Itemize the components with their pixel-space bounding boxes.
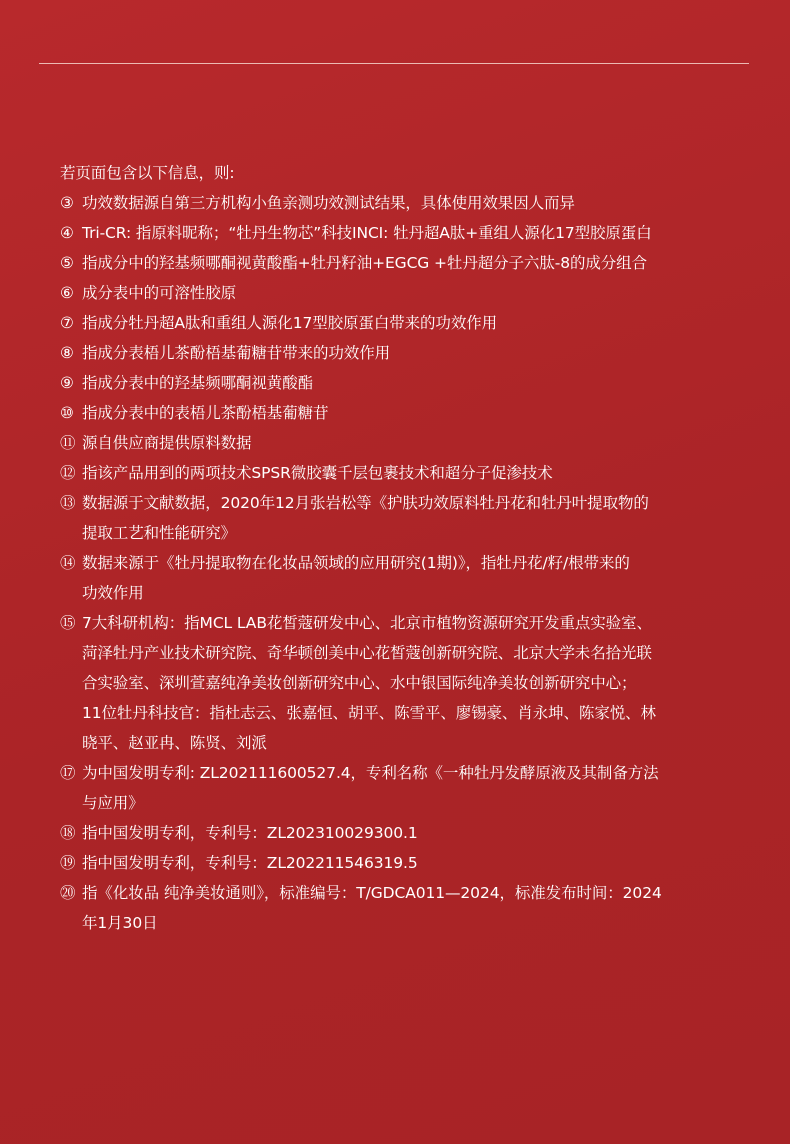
footnote-text	[82, 368, 732, 398]
footnote-text	[82, 758, 732, 818]
footnote-text-line: 功效数据源自第三方机构小鱼亲测功效测试结果，具体使用效果因人而异	[82, 194, 575, 212]
footnote-text	[82, 878, 732, 938]
footnote-text-line: 为中国发明专利: ZL202111600527.4，专利名称《一种牡丹发酵原液及其制备方法	[82, 764, 659, 782]
footnote-text-line: 功效作用	[82, 584, 144, 602]
footnote-text	[82, 308, 732, 338]
footnote-number: ⑫	[60, 464, 76, 482]
footnote-text	[82, 218, 732, 248]
footnote-item	[60, 758, 732, 818]
footnote-item	[60, 878, 732, 938]
footnote-text-line: 7大科研机构：指MCL LAB花皙蔻研发中心、北京市植物资源研究开发重点实验室、	[82, 614, 652, 632]
footnote-text	[82, 458, 732, 488]
top-divider	[39, 63, 749, 64]
footnote-text	[82, 428, 732, 458]
footnote-text-line: 指《化妆品 纯净美妆通则》，标准编号：T/GDCA011—2024，标准发布时间：2024	[82, 884, 662, 902]
footnote-text	[82, 488, 732, 548]
footnote-number: ③	[60, 194, 74, 212]
footnote-item	[60, 458, 732, 488]
footnote-number: ⑨	[60, 374, 74, 392]
footnote-text-line: 源自供应商提供原料数据	[82, 434, 252, 452]
footnote-text	[82, 248, 732, 278]
footnote-item	[60, 248, 732, 278]
footnote-text-line: 菏泽牡丹产业技术研究院、奇华顿创美中心花皙蔻创新研究院、北京大学未名拾光联	[82, 644, 652, 662]
footnote-text	[82, 398, 732, 428]
footnote-text-line: 指成分表梧儿茶酚梧基葡糖苷带来的功效作用	[82, 344, 391, 362]
footnote-text	[82, 338, 732, 368]
footnote-item	[60, 428, 732, 458]
footnote-text-line: 成分表中的可溶性胶原	[82, 284, 237, 302]
footnote-number: ⑮	[60, 614, 76, 632]
footnote-text	[82, 848, 732, 878]
footnote-number: ⑱	[60, 824, 76, 842]
footnote-text-line: 提取工艺和性能研究》	[82, 524, 237, 542]
footnote-number: ⑰	[60, 764, 76, 782]
footnote-number: ⑭	[60, 554, 76, 572]
footnote-text	[82, 278, 732, 308]
footnote-number: ⑧	[60, 344, 74, 362]
footnote-number: ⑤	[60, 254, 74, 272]
footnote-text-line: 指成分表中的羟基频哪酮视黄酸酯	[82, 374, 314, 392]
footnote-text-line: 数据源于文献数据，2020年12月张岩松等《护肤功效原料牡丹花和牡丹叶提取物的	[82, 494, 649, 512]
footnotes-intro: 若页面包含以下信息，则:	[60, 164, 235, 182]
footnote-item	[60, 338, 732, 368]
footnote-text	[82, 608, 732, 758]
footnotes-section	[60, 158, 732, 938]
footnote-text-line: 年1月30日	[82, 914, 158, 932]
footnote-list	[60, 188, 732, 938]
footnote-text	[82, 548, 732, 608]
footnote-text	[82, 188, 732, 218]
footnote-item	[60, 218, 732, 248]
footnote-number: ⑪	[60, 434, 76, 452]
footnote-item	[60, 488, 732, 548]
footnote-item	[60, 368, 732, 398]
footnote-item	[60, 608, 732, 758]
footnote-text-line: 指中国发明专利，专利号：ZL202211546319.5	[82, 854, 418, 872]
footnote-text-line: 与应用》	[82, 794, 144, 812]
footnote-number: ⑬	[60, 494, 76, 512]
footnote-number: ⑳	[60, 884, 76, 902]
footnote-number: ⑲	[60, 854, 76, 872]
footnote-number: ⑩	[60, 404, 74, 422]
footnote-text-line: Tri-CR: 指原料昵称；“牡丹生物芯”科技INCI: 牡丹超A肽+重组人源化17型胶原蛋白	[82, 224, 652, 242]
footnote-item	[60, 188, 732, 218]
footnote-text-line: 指中国发明专利，专利号：ZL202310029300.1	[82, 824, 418, 842]
footnote-text-line: 11位牡丹科技官：指杜志云、张嘉恒、胡平、陈雪平、廖锡豪、肖永坤、陈家悦、林	[82, 704, 656, 722]
footnote-item	[60, 848, 732, 878]
footnote-text-line: 合实验室、深圳萱嘉纯净美妆创新研究中心、水中银国际纯净美妆创新研究中心；	[82, 674, 637, 692]
footnote-item	[60, 308, 732, 338]
footnote-item	[60, 398, 732, 428]
footnote-number: ⑥	[60, 284, 74, 302]
footnote-number: ⑦	[60, 314, 74, 332]
footnote-text	[82, 818, 732, 848]
footnote-item	[60, 278, 732, 308]
footnote-text-line: 指该产品用到的两项技术SPSR微胶囊千层包裹技术和超分子促渗技术	[82, 464, 553, 482]
footnote-text-line: 数据来源于《牡丹提取物在化妆品领域的应用研究(1期)》，指牡丹花/籽/根带来的	[82, 554, 630, 572]
footnote-number: ④	[60, 224, 74, 242]
footnote-item	[60, 548, 732, 608]
footnote-item	[60, 818, 732, 848]
footnote-text-line: 晓平、赵亚冉、陈贤、刘派	[82, 734, 267, 752]
footnote-text-line: 指成分表中的表梧儿茶酚梧基葡糖苷	[82, 404, 329, 422]
footnote-text-line: 指成分中的羟基频哪酮视黄酸酯+牡丹籽油+EGCG +牡丹超分子六肽-8的成分组合	[82, 254, 647, 272]
footnote-text-line: 指成分牡丹超A肽和重组人源化17型胶原蛋白带来的功效作用	[82, 314, 498, 332]
